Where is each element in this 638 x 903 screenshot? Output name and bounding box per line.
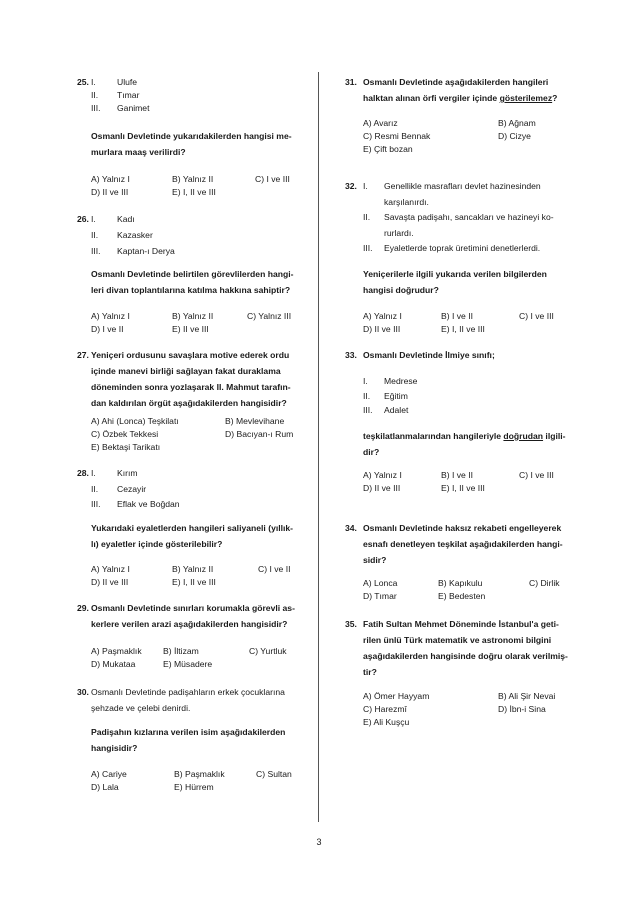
question-text: Osmanlı Devletinde sınırları korumakla görevli as-: [91, 603, 295, 613]
option-e: E) I, II ve III: [441, 483, 485, 493]
item-numeral: II.: [91, 484, 99, 494]
question-text: Osmanlı Devletinde aşağıdakilerden hangileri: [363, 77, 549, 87]
item-numeral: III.: [91, 499, 101, 509]
option-c: C) I ve III: [519, 470, 554, 480]
item-numeral: II.: [91, 230, 99, 240]
question-text: Fatih Sultan Mehmet Döneminde İstanbul'a geti-: [363, 619, 559, 629]
question-text: tir?: [363, 667, 377, 677]
option-e: E) Müsadere: [163, 659, 213, 669]
option-e: E) II ve III: [172, 324, 209, 334]
question-number: 33.: [345, 350, 357, 360]
option-b: B) Ağnam: [498, 118, 536, 128]
option-a: A) Yalnız I: [91, 311, 130, 321]
item-numeral: II.: [363, 212, 371, 222]
option-e: E) Bektaşi Tarikatı: [91, 442, 161, 452]
item-numeral: III.: [363, 405, 373, 415]
item-text: Genellikle masrafları devlet hazinesinden: [384, 181, 541, 191]
question-stem: Yeniçerilerle ilgili yukarıda verilen bilgilerden: [363, 269, 547, 279]
question-text: Osmanlı Devletinde haksız rekabeti engelleyerek: [363, 523, 562, 533]
item-numeral: III.: [91, 103, 101, 113]
item-text: Savaşta padişahı, sancakları ve hazineyi ko-: [384, 212, 554, 222]
question-number: 28.: [77, 468, 89, 478]
item-text: karşılanırdı.: [384, 197, 429, 207]
option-e: E) I, II ve III: [172, 577, 216, 587]
option-d: D) Tımar: [363, 591, 397, 601]
question-text: kerlere verilen arazi aşağıdakilerden hangisidir?: [91, 619, 288, 629]
question-number: 31.: [345, 77, 357, 87]
option-a: A) Yalnız I: [363, 470, 402, 480]
option-d: D) İbn-i Sina: [498, 704, 546, 714]
item-numeral: II.: [363, 391, 371, 401]
option-d: D) I ve II: [91, 324, 124, 334]
question-text: Yeniçeri ordusunu savaşlara motive ederek ordu: [91, 350, 290, 360]
column-divider: [318, 72, 319, 822]
question-stem: Padişahın kızlarına verilen isim aşağıdakilerden: [91, 727, 286, 737]
question-stem: hangisi doğrudur?: [363, 285, 439, 295]
question-text: Osmanlı Devletinde İlmiye sınıfı;: [363, 350, 495, 360]
question-number: 25.: [77, 77, 89, 87]
item-text: Eyaletlerde toprak üretimini denetlerlerdi.: [384, 243, 541, 253]
option-e: E) Ali Kuşçu: [363, 717, 410, 727]
option-d: D) II ve III: [363, 324, 401, 334]
question-number: 27.: [77, 350, 89, 360]
question-stem: hangisidir?: [91, 743, 138, 753]
item-text: rurlardı.: [384, 228, 414, 238]
question-number: 34.: [345, 523, 357, 533]
item-text: Kazasker: [117, 230, 153, 240]
option-d: D) II ve III: [91, 187, 129, 197]
item-numeral: III.: [91, 246, 101, 256]
question-number: 30.: [77, 687, 89, 697]
option-e: E) Bedesten: [438, 591, 486, 601]
item-text: Ganimet: [117, 103, 150, 113]
option-c: C) I ve III: [519, 311, 554, 321]
question-text: halktan alınan örfi vergiler içinde gösterilemez?: [363, 93, 558, 103]
item-numeral: I.: [363, 376, 368, 386]
question-stem: Osmanlı Devletinde belirtilen görevlilerden hangi-: [91, 269, 294, 279]
option-c: C) Özbek Tekkesi: [91, 429, 159, 439]
question-text: rilen ünlü Türk matematik ve astronomi bilgini: [363, 635, 552, 645]
option-d: D) II ve III: [363, 483, 401, 493]
question-stem: dir?: [363, 447, 380, 457]
question-number: 29.: [77, 603, 89, 613]
option-b: B) Mevlevihane: [225, 416, 285, 426]
option-d: D) Bacıyan-ı Rum: [225, 429, 294, 439]
option-b: B) Kapıkulu: [438, 578, 483, 588]
emphasis-underline: gösterilemez: [499, 93, 553, 103]
item-text: Kadı: [117, 214, 135, 224]
item-text: Ulufe: [117, 77, 138, 87]
question-number: 26.: [77, 214, 89, 224]
option-b: B) İltizam: [163, 646, 199, 656]
option-e: E) I, II ve III: [441, 324, 485, 334]
item-text: Kırım: [117, 468, 138, 478]
option-a: A) Avarız: [363, 118, 398, 128]
question-text: esnafı denetleyen teşkilat aşağıdakilerden hangi-: [363, 539, 563, 549]
page-number: 3: [316, 837, 322, 847]
question-number: 32.: [345, 181, 357, 191]
item-numeral: I.: [363, 181, 368, 191]
item-text: Adalet: [384, 405, 409, 415]
option-a: A) Cariye: [91, 769, 127, 779]
item-text: Medrese: [384, 376, 418, 386]
option-e: E) Çift bozan: [363, 144, 413, 154]
option-a: A) Lonca: [363, 578, 398, 588]
question-stem: leri divan toplantılarına katılma hakkına sahiptir?: [91, 285, 291, 295]
item-numeral: I.: [91, 468, 96, 478]
question-stem: teşkilatlanmalarından hangileriyle doğrudan ilgili-: [363, 431, 566, 441]
option-a: A) Yalnız I: [91, 174, 130, 184]
question-text: aşağıdakilerden hangisinde doğru olarak verilmiş-: [363, 651, 568, 661]
option-b: B) Ali Şir Nevai: [498, 691, 556, 701]
option-b: B) Yalnız II: [172, 564, 214, 574]
question-stem: murlara maaş verilirdi?: [91, 147, 186, 157]
option-c: C) Sultan: [256, 769, 292, 779]
question-text: döneminden sonra yozlaşarak II. Mahmut tarafın-: [91, 382, 291, 392]
option-b: B) I ve II: [441, 311, 473, 321]
question-text: Osmanlı Devletinde padişahların erkek çocuklarına: [91, 687, 285, 697]
option-d: D) Lala: [91, 782, 119, 792]
option-b: B) Yalnız II: [172, 174, 214, 184]
option-c: C) I ve II: [258, 564, 291, 574]
option-c: C) Yalnız III: [247, 311, 292, 321]
option-c: C) Dirlik: [529, 578, 560, 588]
item-text: Eğitim: [384, 391, 408, 401]
option-a: A) Yalnız I: [91, 564, 130, 574]
option-a: A) Paşmaklık: [91, 646, 142, 656]
question-number: 35.: [345, 619, 357, 629]
option-a: A) Ahi (Lonca) Teşkilatı: [91, 416, 179, 426]
question-text: dan kaldırılan örgüt aşağıdakilerden hangisidir?: [91, 398, 287, 408]
question-stem: Yukarıdaki eyaletlerden hangileri saliyaneli (yıllık-: [91, 523, 294, 533]
option-a: A) Ömer Hayyam: [363, 691, 430, 701]
option-c: C) Yurtluk: [249, 646, 287, 656]
option-e: E) I, II ve III: [172, 187, 216, 197]
option-b: B) I ve II: [441, 470, 473, 480]
item-numeral: I.: [91, 214, 96, 224]
question-text: şehzade ve çelebi denirdi.: [91, 703, 191, 713]
item-text: Tımar: [117, 90, 140, 100]
option-c: C) Harezmî: [363, 704, 407, 714]
item-numeral: I.: [91, 77, 96, 87]
option-d: D) II ve III: [91, 577, 129, 587]
option-d: D) Cizye: [498, 131, 531, 141]
option-c: C) Resmi Bennak: [363, 131, 431, 141]
item-text: Kaptan-ı Derya: [117, 246, 175, 256]
option-d: D) Mukataa: [91, 659, 136, 669]
option-b: B) Yalnız II: [172, 311, 214, 321]
question-text: sidir?: [363, 555, 387, 565]
option-c: C) I ve III: [255, 174, 290, 184]
question-text: içinde manevi birliği sağlayan fakat duraklama: [91, 366, 281, 376]
question-stem: Osmanlı Devletinde yukarıdakilerden hangisi me-: [91, 131, 292, 141]
emphasis-underline: doğrudan: [503, 431, 544, 441]
question-stem: lı) eyaletler içinde gösterilebilir?: [91, 539, 223, 549]
item-numeral: II.: [91, 90, 99, 100]
item-text: Cezayir: [117, 484, 147, 494]
option-e: E) Hürrem: [174, 782, 214, 792]
option-a: A) Yalnız I: [363, 311, 402, 321]
item-text: Eflak ve Boğdan: [117, 499, 180, 509]
option-b: B) Paşmaklık: [174, 769, 225, 779]
item-numeral: III.: [363, 243, 373, 253]
